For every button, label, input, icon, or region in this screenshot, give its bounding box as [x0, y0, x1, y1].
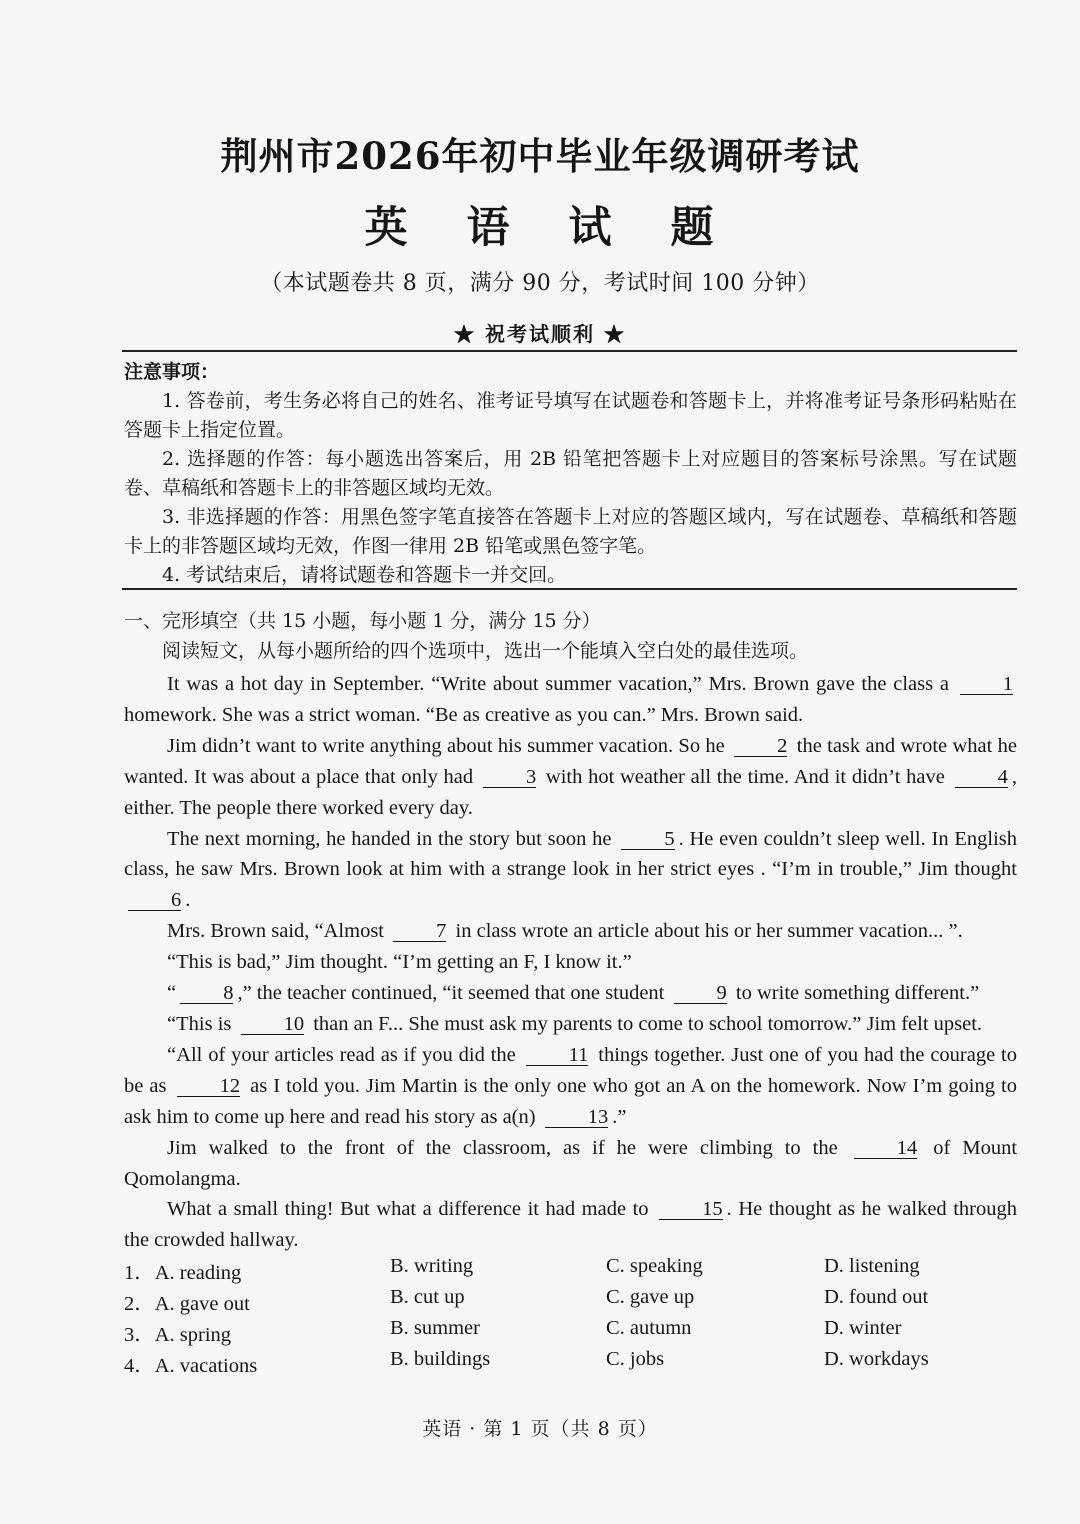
- passage-paragraph: [124, 669, 1017, 731]
- blank: 11: [526, 1045, 589, 1066]
- option-c: C. gave up: [606, 1286, 695, 1308]
- passage-text: “This is: [167, 1012, 232, 1035]
- passage-paragraph: [124, 731, 1017, 824]
- passage-text: .: [185, 889, 191, 912]
- blank: 12: [177, 1076, 241, 1097]
- answer-options: [124, 1255, 1017, 1379]
- blank: 14: [854, 1138, 918, 1159]
- blank: 3: [483, 767, 536, 788]
- option-a: 3．A. spring: [124, 1324, 232, 1346]
- page-footer: 英语 · 第 1 页（共 8 页）: [422, 1418, 658, 1440]
- blank: 2: [734, 736, 787, 757]
- passage-text: Jim didn’t want to write anything about his summer vacation. So he: [167, 734, 725, 757]
- passage-text: Jim walked to the front of the classroom, as if he were climbing to the: [167, 1136, 838, 1159]
- option-c: C. autumn: [606, 1317, 692, 1339]
- notice-item: 4. 考试结束后，请将试题卷和答题卡一并交回。: [162, 564, 567, 586]
- option-b: B. summer: [390, 1317, 480, 1339]
- option-d: D. found out: [824, 1286, 929, 1308]
- passage-text: to write something different.”: [735, 982, 980, 1005]
- passage-paragraph: [124, 978, 1017, 1009]
- option-c: C. jobs: [606, 1348, 665, 1370]
- passage-text: . He even couldn’t sleep well. In English class, he saw Mrs. Brown look at him with a strange look in her strict eyes . “I’m in trouble,” Jim thought: [124, 827, 1018, 881]
- section-instruction: 阅读短文，从每小题所给的四个选项中，选出一个能填入空白处的最佳选项。: [162, 640, 809, 662]
- option-row: [124, 1286, 1017, 1317]
- passage-text: It was a hot day in September. “Write about summer vacation,” Mrs. Brown gave the class a: [167, 673, 949, 695]
- passage-text: .”: [612, 1105, 627, 1128]
- passage-text: than an F... She must ask my parents to come to school tomorrow.” Jim felt upset.: [313, 1012, 983, 1035]
- passage-text: homework. She was a strict woman. “Be as creative as you can.” Mrs. Brown said.: [124, 703, 804, 726]
- divider-top: [122, 350, 1017, 352]
- option-a: 1．A. reading: [124, 1262, 242, 1284]
- option-a: 2．A. gave out: [124, 1293, 250, 1315]
- blank: 1: [960, 674, 1013, 695]
- exam-title: 荆州市2026年初中毕业年级调研考试: [220, 134, 860, 178]
- passage-text: Mrs. Brown said, “Almost: [167, 920, 384, 943]
- passage-text: “This is bad,” Jim thought. “I’m getting an F, I know it.”: [167, 951, 632, 974]
- option-b: B. cut up: [390, 1286, 465, 1308]
- blank: 9: [674, 983, 727, 1004]
- blank: 6: [128, 890, 181, 911]
- notice-heading: 注意事项：: [124, 361, 220, 383]
- passage-paragraph: [124, 824, 1017, 917]
- passage-text: things together. Just one of you had the courage to be as: [124, 1043, 1018, 1097]
- blank: 13: [545, 1107, 609, 1128]
- option-row: [124, 1255, 1017, 1286]
- option-row: [124, 1348, 1017, 1379]
- section-heading: 一、完形填空（共 15 小题，每小题 1 分，满分 15 分）: [124, 610, 601, 632]
- passage-text: “: [167, 982, 177, 1005]
- passage-paragraph: [124, 1009, 1017, 1040]
- divider-bottom: [122, 588, 1017, 590]
- passage-text: of Mount Qomolangma.: [124, 1136, 1018, 1190]
- passage-paragraph: [124, 947, 1017, 978]
- passage-text: with hot weather all the time. And it didn’t have: [545, 765, 945, 788]
- option-a: 4．A. vacations: [124, 1355, 258, 1377]
- blank: 4: [955, 767, 1008, 788]
- passage-text: in class wrote an article about his or her summer vacation... ”.: [455, 920, 963, 943]
- passage-text: the task and wrote what he wanted. It was about a place that only had: [124, 734, 1017, 788]
- passage-text: “All of your articles read as if you did the: [167, 1043, 516, 1066]
- blank: 5: [621, 829, 674, 850]
- option-b: B. writing: [390, 1255, 474, 1277]
- passage-text: . He thought as he walked through the crowded hallway.: [124, 1198, 1017, 1252]
- option-d: D. workdays: [824, 1348, 929, 1370]
- passage-paragraph: [124, 916, 1017, 947]
- good-luck-line: ★ 祝考试顺利 ★: [454, 322, 626, 346]
- blank: 8: [180, 983, 233, 1004]
- passage-paragraph: [124, 1040, 1017, 1133]
- option-d: D. winter: [824, 1317, 902, 1339]
- notice-block: [124, 358, 1017, 590]
- exam-info: （本试题卷共 8 页，满分 90 分，考试时间 100 分钟）: [260, 271, 820, 296]
- blank: 7: [393, 921, 446, 942]
- option-row: [124, 1317, 1017, 1348]
- subject-title: 英 语 试 题: [364, 203, 716, 253]
- passage-text: The next morning, he handed in the story but soon he: [167, 827, 612, 850]
- cloze-passage: [124, 669, 1017, 1256]
- passage-paragraph: [124, 1194, 1017, 1256]
- blank: 15: [659, 1199, 723, 1220]
- passage-paragraph: [124, 1133, 1017, 1195]
- passage-text: ,” the teacher continued, “it seemed that one student: [237, 982, 665, 1005]
- option-d: D. listening: [824, 1255, 920, 1277]
- notice-item: 3. 非选择题的作答：用黑色签字笔直接答在答题卡上对应的答题区域内，写在试题卷、草稿纸和答题卡上的非答题区域均无效，作图一律用 2B 铅笔或黑色签字笔。: [124, 506, 1017, 557]
- option-c: C. speaking: [606, 1255, 703, 1277]
- notice-item: 2. 选择题的作答：每小题选出答案后，用 2B 铅笔把答题卡上对应题目的答案标号涂黑。写在试题卷、草稿纸和答题卡上的非答题区域均无效。: [124, 448, 1017, 499]
- section-cloze-header: [124, 606, 1017, 666]
- notice-item: 1. 答卷前，考生务必将自己的姓名、准考证号填写在试题卷和答题卡上，并将准考证号条形码粘贴在答题卡上指定位置。: [124, 390, 1017, 441]
- passage-text: What a small thing! But what a difference it had made to: [167, 1198, 649, 1221]
- passage-text: as I told you. Jim Martin is the only one who got an A on the homework. Now I’m going to ask him to come up here and read his story as a(n): [124, 1074, 1017, 1128]
- option-b: B. buildings: [390, 1348, 491, 1370]
- blank: 10: [241, 1014, 305, 1035]
- passage-text: , either. The people there worked every day.: [124, 765, 1018, 819]
